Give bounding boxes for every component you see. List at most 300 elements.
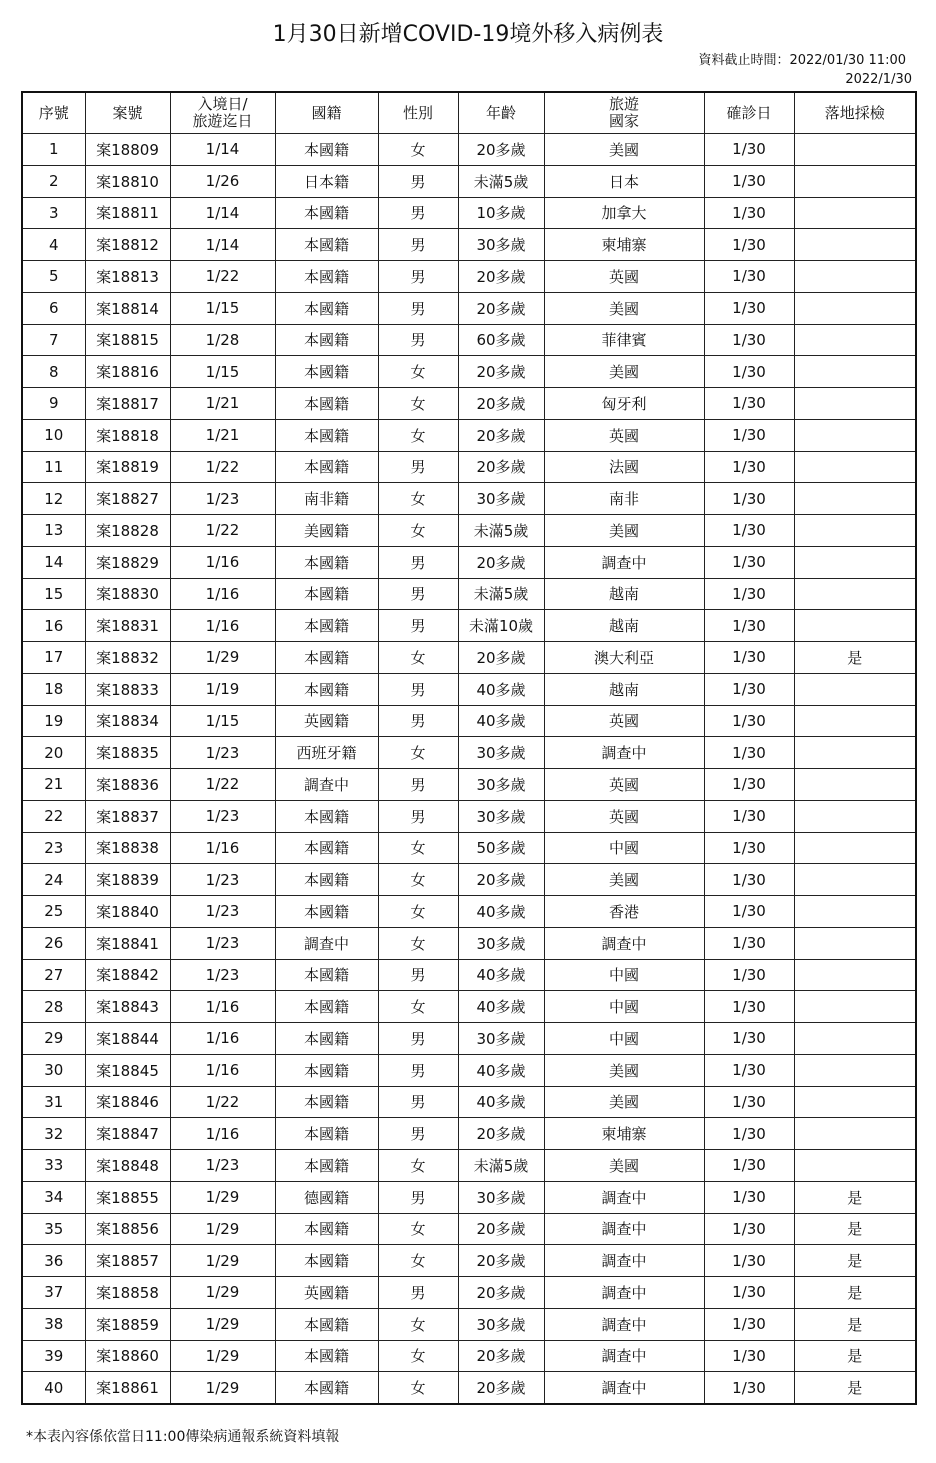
table-row [22,1086,916,1118]
cell-case-number: 案18843 [85,991,170,1023]
cell-confirmed-date: 1/30 [704,705,794,737]
table-row [22,642,916,674]
cell-confirmed-date: 1/30 [704,356,794,388]
cell-serial: 1 [22,134,85,166]
cell-case-number: 案18855 [85,1181,170,1213]
cell-travel-country: 菲律賓 [544,324,704,356]
cell-sex: 男 [378,1023,458,1055]
cell-age: 20多歲 [458,451,544,483]
cell-confirmed-date: 1/30 [704,1372,794,1404]
cell-serial: 32 [22,1118,85,1150]
table-row [22,165,916,197]
cell-case-number: 案18847 [85,1118,170,1150]
cell-confirmed-date: 1/30 [704,1023,794,1055]
cell-sex: 男 [378,1118,458,1150]
cell-entry-date: 1/16 [170,991,275,1023]
cell-arrival-test [794,515,916,547]
cell-entry-date: 1/16 [170,546,275,578]
cell-confirmed-date: 1/30 [704,927,794,959]
cell-serial: 39 [22,1340,85,1372]
cell-confirmed-date: 1/30 [704,610,794,642]
cell-case-number: 案18810 [85,165,170,197]
table-row [22,1372,916,1404]
cell-nationality: 調查中 [275,769,378,801]
cell-entry-date: 1/29 [170,1213,275,1245]
cell-sex: 女 [378,1213,458,1245]
cell-age: 40多歲 [458,896,544,928]
cell-case-number: 案18819 [85,451,170,483]
cell-travel-country: 英國 [544,419,704,451]
table-row [22,610,916,642]
cell-sex: 男 [378,769,458,801]
cell-serial: 8 [22,356,85,388]
cell-confirmed-date: 1/30 [704,229,794,261]
cell-nationality: 本國籍 [275,1372,378,1404]
cell-sex: 女 [378,419,458,451]
cell-nationality: 本國籍 [275,610,378,642]
cell-sex: 男 [378,800,458,832]
cell-case-number: 案18846 [85,1086,170,1118]
cell-sex: 男 [378,451,458,483]
table-row [22,1181,916,1213]
cell-age: 30多歲 [458,1023,544,1055]
cell-nationality: 美國籍 [275,515,378,547]
cell-arrival-test: 是 [794,1277,916,1309]
cell-arrival-test [794,165,916,197]
cell-sex: 女 [378,1308,458,1340]
case-table [21,91,917,1405]
cell-age: 60多歲 [458,324,544,356]
cell-case-number: 案18816 [85,356,170,388]
cell-nationality: 調查中 [275,927,378,959]
cell-nationality: 本國籍 [275,229,378,261]
table-row [22,1023,916,1055]
cell-case-number: 案18828 [85,515,170,547]
cell-travel-country: 調查中 [544,1245,704,1277]
cell-sex: 女 [378,1245,458,1277]
data-cutoff-time: 資料截止時間：2022/01/30 11:00 [698,53,906,68]
cell-sex: 男 [378,165,458,197]
cell-case-number: 案18833 [85,673,170,705]
cell-arrival-test [794,197,916,229]
cell-confirmed-date: 1/30 [704,769,794,801]
cell-travel-country: 美國 [544,292,704,324]
cell-nationality: 本國籍 [275,356,378,388]
cell-case-number: 案18848 [85,1150,170,1182]
cell-age: 20多歲 [458,1340,544,1372]
cell-entry-date: 1/15 [170,705,275,737]
cell-sex: 女 [378,927,458,959]
cell-entry-date: 1/15 [170,356,275,388]
table-row [22,1213,916,1245]
cell-age: 10多歲 [458,197,544,229]
cell-arrival-test: 是 [794,1340,916,1372]
cell-nationality: 本國籍 [275,959,378,991]
cell-entry-date: 1/23 [170,896,275,928]
cell-travel-country: 美國 [544,1054,704,1086]
cell-serial: 6 [22,292,85,324]
cell-serial: 13 [22,515,85,547]
cell-age: 50多歲 [458,832,544,864]
cell-sex: 男 [378,197,458,229]
cell-nationality: 本國籍 [275,134,378,166]
cell-serial: 15 [22,578,85,610]
cell-age: 30多歲 [458,229,544,261]
cell-serial: 2 [22,165,85,197]
cell-sex: 女 [378,356,458,388]
table-row [22,673,916,705]
cell-arrival-test [794,1118,916,1150]
cell-sex: 男 [378,673,458,705]
table-row [22,324,916,356]
cell-arrival-test [794,927,916,959]
table-row [22,356,916,388]
cell-serial: 14 [22,546,85,578]
table-row [22,451,916,483]
table-body [22,134,916,1405]
cell-age: 20多歲 [458,134,544,166]
cell-serial: 31 [22,1086,85,1118]
cell-age: 20多歲 [458,261,544,293]
cell-arrival-test [794,896,916,928]
cell-sex: 男 [378,959,458,991]
cell-confirmed-date: 1/30 [704,197,794,229]
cell-entry-date: 1/23 [170,864,275,896]
cell-age: 20多歲 [458,642,544,674]
cell-sex: 女 [378,642,458,674]
cell-arrival-test [794,1054,916,1086]
cell-case-number: 案18857 [85,1245,170,1277]
cell-case-number: 案18838 [85,832,170,864]
cell-nationality: 本國籍 [275,261,378,293]
cell-age: 30多歲 [458,769,544,801]
table-row [22,896,916,928]
cell-entry-date: 1/22 [170,1086,275,1118]
col-header-confirmed-date: 確診日 [704,92,794,134]
cell-entry-date: 1/16 [170,1118,275,1150]
cell-arrival-test [794,737,916,769]
cell-case-number: 案18811 [85,197,170,229]
cell-entry-date: 1/29 [170,1277,275,1309]
cell-case-number: 案18829 [85,546,170,578]
cell-serial: 3 [22,197,85,229]
cell-serial: 4 [22,229,85,261]
cell-arrival-test [794,546,916,578]
cell-serial: 20 [22,737,85,769]
cell-serial: 33 [22,1150,85,1182]
cell-nationality: 本國籍 [275,1150,378,1182]
cell-sex: 男 [378,1277,458,1309]
cell-serial: 12 [22,483,85,515]
cell-travel-country: 調查中 [544,1308,704,1340]
table-row [22,927,916,959]
cell-age: 20多歲 [458,292,544,324]
cell-travel-country: 柬埔寨 [544,229,704,261]
cell-age: 20多歲 [458,1118,544,1150]
cell-case-number: 案18837 [85,800,170,832]
cell-case-number: 案18834 [85,705,170,737]
cell-travel-country: 香港 [544,896,704,928]
cell-entry-date: 1/23 [170,927,275,959]
cell-serial: 9 [22,388,85,420]
cell-sex: 女 [378,1372,458,1404]
table-row [22,1308,916,1340]
cell-serial: 26 [22,927,85,959]
cell-sex: 女 [378,1340,458,1372]
table-row [22,388,916,420]
cell-entry-date: 1/14 [170,229,275,261]
table-row [22,197,916,229]
cell-travel-country: 美國 [544,356,704,388]
footnote: *本表內容係依當日11:00傳染病通報系統資料填報 [26,1429,340,1445]
cell-case-number: 案18835 [85,737,170,769]
cell-sex: 女 [378,737,458,769]
cell-age: 未滿10歲 [458,610,544,642]
cell-arrival-test [794,388,916,420]
cell-confirmed-date: 1/30 [704,134,794,166]
cell-entry-date: 1/23 [170,1150,275,1182]
cell-entry-date: 1/29 [170,1308,275,1340]
cell-confirmed-date: 1/30 [704,673,794,705]
cell-arrival-test [794,134,916,166]
cell-arrival-test [794,705,916,737]
cell-confirmed-date: 1/30 [704,451,794,483]
table-row [22,419,916,451]
cell-travel-country: 美國 [544,134,704,166]
cell-age: 40多歲 [458,991,544,1023]
cell-nationality: 本國籍 [275,642,378,674]
cell-nationality: 本國籍 [275,1213,378,1245]
cell-serial: 27 [22,959,85,991]
cell-entry-date: 1/22 [170,515,275,547]
table-row [22,1340,916,1372]
cell-travel-country: 調查中 [544,927,704,959]
col-header-entry-date: 入境日/ 旅遊迄日 [170,92,275,134]
cell-sex: 男 [378,578,458,610]
cell-confirmed-date: 1/30 [704,1118,794,1150]
cell-confirmed-date: 1/30 [704,1340,794,1372]
table-row [22,483,916,515]
cell-sex: 男 [378,1086,458,1118]
cell-confirmed-date: 1/30 [704,1150,794,1182]
cell-entry-date: 1/23 [170,959,275,991]
cell-confirmed-date: 1/30 [704,642,794,674]
cell-travel-country: 美國 [544,515,704,547]
cell-sex: 男 [378,1181,458,1213]
cell-arrival-test [794,451,916,483]
cell-serial: 35 [22,1213,85,1245]
col-header-age: 年齡 [458,92,544,134]
cell-entry-date: 1/23 [170,737,275,769]
cell-nationality: 本國籍 [275,673,378,705]
cell-confirmed-date: 1/30 [704,737,794,769]
cell-age: 20多歲 [458,864,544,896]
cell-arrival-test [794,769,916,801]
cell-sex: 男 [378,610,458,642]
cell-sex: 男 [378,705,458,737]
cell-case-number: 案18858 [85,1277,170,1309]
cell-confirmed-date: 1/30 [704,864,794,896]
cell-serial: 18 [22,673,85,705]
cell-travel-country: 加拿大 [544,197,704,229]
table-row [22,1054,916,1086]
cell-age: 20多歲 [458,1372,544,1404]
cell-age: 40多歲 [458,1086,544,1118]
cell-sex: 男 [378,229,458,261]
cell-sex: 男 [378,1054,458,1086]
cell-entry-date: 1/29 [170,1245,275,1277]
cell-age: 20多歲 [458,388,544,420]
cell-confirmed-date: 1/30 [704,578,794,610]
cell-entry-date: 1/28 [170,324,275,356]
cell-case-number: 案18817 [85,388,170,420]
cell-confirmed-date: 1/30 [704,991,794,1023]
cell-travel-country: 越南 [544,610,704,642]
cell-arrival-test [794,1023,916,1055]
cell-case-number: 案18856 [85,1213,170,1245]
cell-sex: 女 [378,515,458,547]
cell-confirmed-date: 1/30 [704,261,794,293]
cell-entry-date: 1/19 [170,673,275,705]
cell-entry-date: 1/22 [170,261,275,293]
cell-travel-country: 越南 [544,578,704,610]
cell-entry-date: 1/21 [170,388,275,420]
cell-case-number: 案18830 [85,578,170,610]
cell-travel-country: 調查中 [544,1277,704,1309]
cell-age: 20多歲 [458,1277,544,1309]
cell-nationality: 本國籍 [275,800,378,832]
cell-arrival-test: 是 [794,1213,916,1245]
cell-age: 未滿5歲 [458,1150,544,1182]
cell-serial: 23 [22,832,85,864]
cell-nationality: 本國籍 [275,864,378,896]
table-row [22,1118,916,1150]
table-row [22,864,916,896]
table-row [22,546,916,578]
cell-confirmed-date: 1/30 [704,546,794,578]
cell-case-number: 案18841 [85,927,170,959]
cell-confirmed-date: 1/30 [704,800,794,832]
cell-serial: 22 [22,800,85,832]
table-row [22,769,916,801]
cell-arrival-test: 是 [794,1245,916,1277]
cell-travel-country: 調查中 [544,1181,704,1213]
cell-confirmed-date: 1/30 [704,1308,794,1340]
cell-confirmed-date: 1/30 [704,1086,794,1118]
cell-nationality: 本國籍 [275,388,378,420]
cell-nationality: 本國籍 [275,578,378,610]
table-row [22,515,916,547]
cell-arrival-test [794,261,916,293]
cell-confirmed-date: 1/30 [704,959,794,991]
cell-confirmed-date: 1/30 [704,832,794,864]
cell-confirmed-date: 1/30 [704,1054,794,1086]
cell-travel-country: 英國 [544,705,704,737]
cell-travel-country: 美國 [544,1086,704,1118]
cell-serial: 21 [22,769,85,801]
cell-travel-country: 法國 [544,451,704,483]
cell-case-number: 案18836 [85,769,170,801]
cell-travel-country: 美國 [544,864,704,896]
table-row [22,832,916,864]
col-header-case-number: 案號 [85,92,170,134]
cell-case-number: 案18815 [85,324,170,356]
cell-travel-country: 英國 [544,800,704,832]
table-row [22,292,916,324]
cell-nationality: 本國籍 [275,832,378,864]
cell-age: 未滿5歲 [458,515,544,547]
cell-case-number: 案18818 [85,419,170,451]
table-row [22,991,916,1023]
cell-travel-country: 中國 [544,991,704,1023]
cell-entry-date: 1/16 [170,1054,275,1086]
cell-entry-date: 1/29 [170,1340,275,1372]
cell-travel-country: 英國 [544,261,704,293]
cell-entry-date: 1/22 [170,769,275,801]
cell-confirmed-date: 1/30 [704,324,794,356]
cell-nationality: 英國籍 [275,1277,378,1309]
cell-arrival-test [794,229,916,261]
cell-age: 20多歲 [458,419,544,451]
cell-travel-country: 中國 [544,1023,704,1055]
cell-nationality: 本國籍 [275,896,378,928]
cell-age: 20多歲 [458,356,544,388]
cell-age: 30多歲 [458,927,544,959]
cell-entry-date: 1/16 [170,610,275,642]
cell-case-number: 案18845 [85,1054,170,1086]
cell-nationality: 英國籍 [275,705,378,737]
cell-sex: 男 [378,324,458,356]
cell-nationality: 本國籍 [275,451,378,483]
cell-serial: 28 [22,991,85,1023]
table-row [22,134,916,166]
cell-age: 20多歲 [458,1245,544,1277]
cell-serial: 7 [22,324,85,356]
cell-arrival-test: 是 [794,1181,916,1213]
cell-confirmed-date: 1/30 [704,165,794,197]
cell-nationality: 本國籍 [275,1054,378,1086]
cell-travel-country: 調查中 [544,737,704,769]
cell-entry-date: 1/29 [170,642,275,674]
cell-confirmed-date: 1/30 [704,419,794,451]
cell-nationality: 日本籍 [275,165,378,197]
cell-arrival-test [794,1086,916,1118]
cell-arrival-test [794,483,916,515]
cell-nationality: 本國籍 [275,1340,378,1372]
cell-case-number: 案18814 [85,292,170,324]
cell-serial: 34 [22,1181,85,1213]
cell-confirmed-date: 1/30 [704,388,794,420]
cell-sex: 女 [378,388,458,420]
cell-nationality: 本國籍 [275,1023,378,1055]
cell-case-number: 案18831 [85,610,170,642]
cell-sex: 女 [378,483,458,515]
cell-arrival-test [794,832,916,864]
table-row [22,737,916,769]
cell-age: 30多歲 [458,737,544,769]
cell-nationality: 本國籍 [275,1086,378,1118]
cell-age: 40多歲 [458,705,544,737]
cell-serial: 5 [22,261,85,293]
cell-travel-country: 南非 [544,483,704,515]
cell-arrival-test: 是 [794,1308,916,1340]
cell-serial: 40 [22,1372,85,1404]
cell-serial: 36 [22,1245,85,1277]
cell-confirmed-date: 1/30 [704,515,794,547]
cell-serial: 30 [22,1054,85,1086]
cell-arrival-test: 是 [794,1372,916,1404]
cell-serial: 16 [22,610,85,642]
